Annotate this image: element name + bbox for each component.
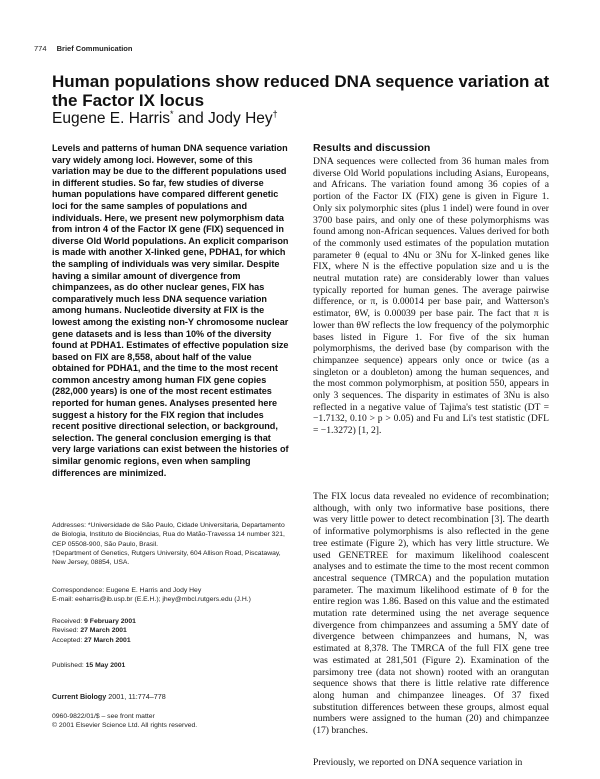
- citation-details: 2001, 11:774–778: [106, 692, 166, 701]
- correspondence: [52, 586, 292, 605]
- page-number: 774: [34, 44, 47, 53]
- revised-date: Revised: 27 March 2001: [52, 627, 127, 635]
- journal-name: Current Biology: [52, 692, 107, 701]
- section-heading: Results and discussion: [313, 142, 431, 154]
- author-line: [52, 110, 552, 128]
- article-dates: [52, 617, 292, 645]
- author-addresses: [52, 521, 292, 567]
- article-title: Human populations show reduced DNA sequence variation at the Factor IX locus: [52, 72, 550, 110]
- received-date: Received: 9 February 2001: [52, 618, 136, 625]
- accepted-date: Accepted: 27 March 2001: [52, 636, 131, 644]
- correspondence-email: E-mail: eeharris@ib.usp.br (E.E.H.); jhey@mbcl.rutgers.edu (J.H.): [52, 596, 251, 604]
- journal-citation: [52, 692, 292, 701]
- body-paragraph: Previously, we reported on DNA sequence variation in: [313, 757, 523, 768]
- author-name: Eugene E. Harris: [52, 110, 171, 127]
- copyright-notice: 0960-9822/01/$ – see front matter © 2001 Elsevier Science Ltd. All rights reserved.: [52, 713, 198, 730]
- body-paragraph: The FIX locus data revealed no evidence of recombination; although, with only two informative base positions, there was very little power to detect recombination [3]. The dearth of informative polymorphisms is also reflected in the gene tree estimate (Figure 2), which has very little structure. We used GENETREE for maximum likelihood coalescent analyses and to estimate the time to the most recent common ancestral sequence (TMRCA) and the population mutation parameter. The maximum likelihood estimate of θ for the entire region was 1.86. Based on this value and the estimated mutation rate determined using the net average sequence divergence from chimpanzees and assuming a 5MY date of divergence between chimpanzees and humans, N, was estimated at 8,378. The TMRCA of the full FIX gene tree was estimated at 281,501 (Figure 2). Examination of the parsimony tree (data not shown) rooted with an orangutan sequence shows that there is little relative rate difference along human and chimpanzee lineages. Of 37 fixed substitution differences between these groups, almost equal numbers were assigned to the human (20) and chimpanzee (17) branches.: [313, 491, 549, 737]
- author-separator: and: [173, 110, 209, 127]
- address-line: Addresses: *Universidade de São Paulo, Cidade Universitaria, Departamento de Biologia, Instituto de Biociências, Rua do Matão-Travessa 14 number 321, CEP 05508-900, São Paulo, Brasil.: [52, 522, 285, 548]
- author-name: Jody Hey: [208, 110, 273, 127]
- published-date: Published: 15 May 2001: [52, 662, 126, 669]
- body-paragraph: DNA sequences were collected from 36 human males from diverse Old World populations including Asians, Europeans, and Africans. The variation found among 36 copies of a portion of the Factor IX (FIX) gene is given in Figure 1. Only six polymorphic sites (plus 1 indel) were found in over 3700 base pairs, and only one of these polymorphisms was found among non-African sequences. Values derived for both of the commonly used estimates of the population mutation parameter θ (equal to 4Nu or 3Nu for X-linked genes like FIX, where N is the effective population size and u is the neutral mutation rate) are considerably lower than values typically reported for human genes. The average pairwise difference, or π, is 0.00014 per base pair, and Watterson's estimator, θW, is 0.00039 per base pair. The fact that π is lower than θW reflects the low frequency of the polymorphic bases listed in Figure 1. For five of the six human polymorphisms, the derived base (by comparison with the chimpanzee sequence) appears only once or twice (as a singleton or a doubleton) among the human sequences, and the most common polymorphism, at position 550, appears in only 3 sequences. The disparity in estimates of 3Nu is also reflected in a negative value of Tajima's test statistic (DT = −1.7132, 0.10 > p > 0.05) and Fu and Li's test statistic (DFL = −1.3272) [1, 2].: [313, 156, 549, 437]
- running-header: [34, 44, 132, 53]
- author-affiliation-mark: †: [272, 108, 278, 119]
- section-label: Brief Communication: [56, 44, 133, 53]
- abstract: Levels and patterns of human DNA sequence variation vary widely among loci. However, some of this variation may be due to the different populations used in different studies. So far, few studies of diverse human populations have compared different genetic loci for the same samples of populations and individuals. Here, we present new polymorphism data from intron 4 of the Factor IX gene (FIX) sequenced in diverse Old World populations. An explicit comparison is made with another X-linked gene, PDHA1, for which the sampling of individuals was very similar. Despite having a similar amount of divergence from chimpanzees, as do other nuclear genes, FIX has comparatively much less DNA sequence variation among humans. Nucleotide diversity at FIX is the lowest among the existing non-Y chromosome nuclear gene datasets and is less than 10% of the diversity found at PDHA1. Estimates of effective population size based on FIX are 8,558, about half of the value obtained for PDHA1, and the time to the most recent common ancestry among human FIX gene copies (282,000 years) is one of the most recent estimates reported for human genes. Analyses presented here suggest a history for the FIX region that includes recent positive directional selection, or background, selection. The general conclusion emerging is that very large variations can exist between the histories of similar genomic regions, even when sampling differences are minimized.: [52, 143, 289, 478]
- author-affiliation-mark: *: [170, 108, 174, 119]
- correspondence-names: Correspondence: Eugene E. Harris and Jody Hey: [52, 587, 202, 594]
- address-line: †Department of Genetics, Rutgers University, 604 Allison Road, Piscataway, New Jersey, 08854, USA.: [52, 549, 281, 567]
